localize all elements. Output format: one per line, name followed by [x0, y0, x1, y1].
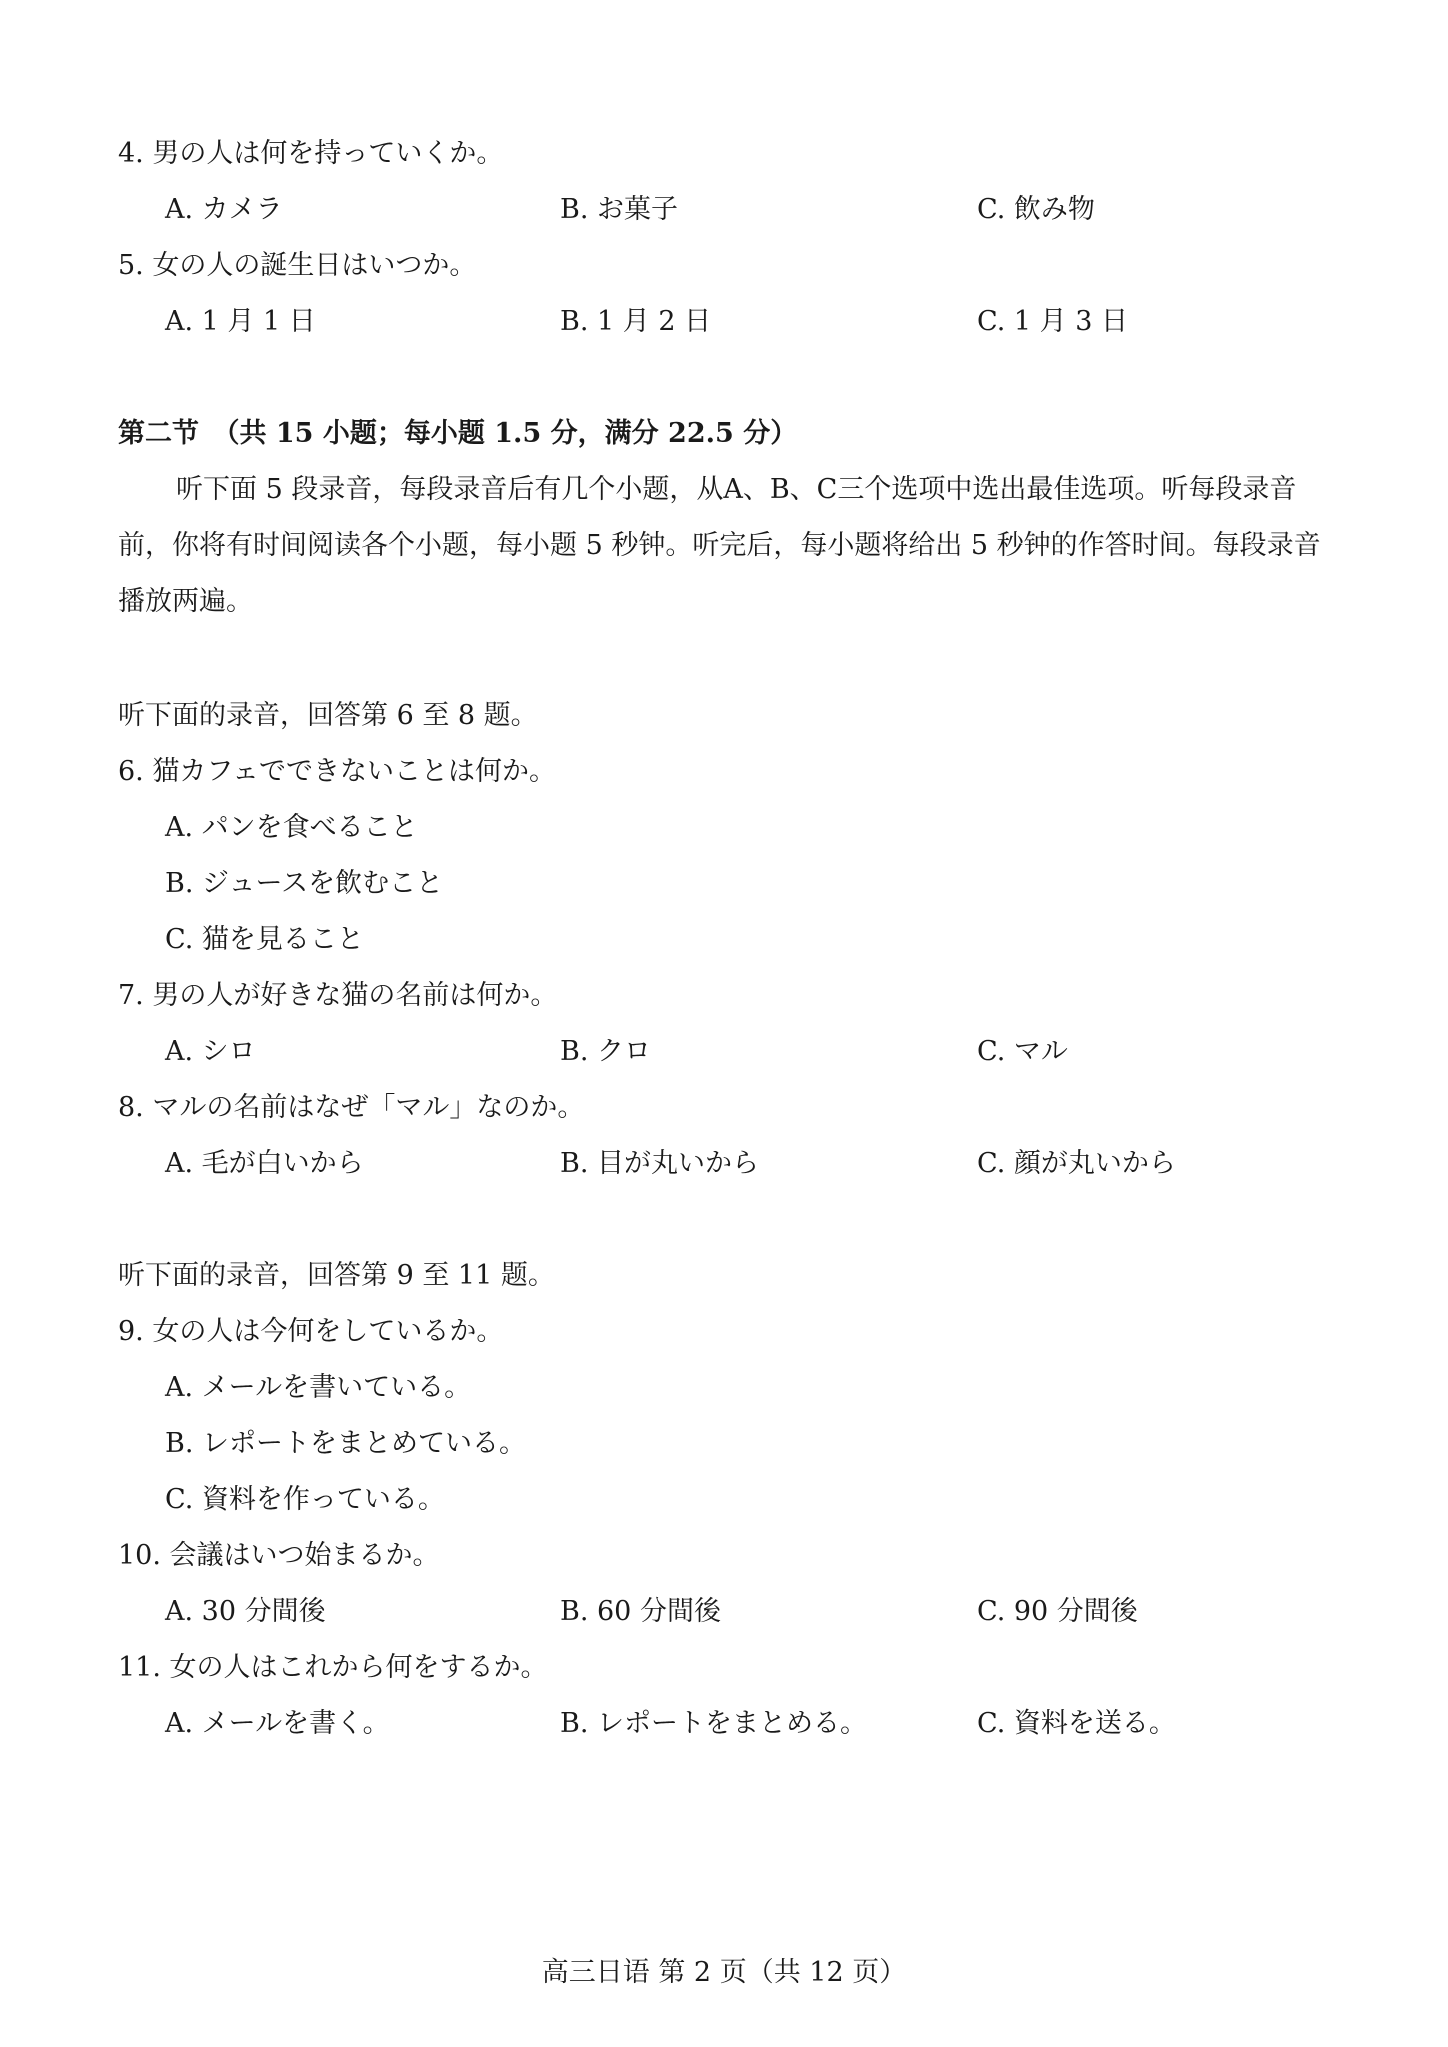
group-1-intro: 听下面的录音，回答第 6 至 8 题。 [118, 700, 538, 731]
question-7-option-b: B. クロ [560, 1036, 652, 1067]
question-9-option-a: A. メールを書いている。 [165, 1372, 472, 1403]
question-5-option-a: A. 1 月 1 日 [165, 306, 316, 337]
question-11-option-c: C. 資料を送る。 [977, 1708, 1176, 1739]
question-7-option-c: C. マル [977, 1036, 1068, 1067]
question-6-option-a: A. パンを食べること [165, 812, 418, 843]
question-6-stem: 6. 猫カフェでできないことは何か。 [118, 756, 556, 787]
question-10-stem: 10. 会議はいつ始まるか。 [118, 1540, 440, 1571]
group-2-intro: 听下面的录音，回答第 9 至 11 题。 [118, 1260, 555, 1291]
question-10-option-b: B. 60 分間後 [560, 1596, 721, 1627]
page-footer: 高三日语 第 2 页（共 12 页） [541, 1957, 907, 1988]
question-11-option-a: A. メールを書く。 [165, 1708, 390, 1739]
question-8-option-c: C. 顔が丸いから [977, 1148, 1176, 1179]
question-6-option-c: C. 猫を見ること [165, 924, 364, 955]
question-5-option-b: B. 1 月 2 日 [560, 306, 712, 337]
question-4-option-a: A. カメラ [165, 194, 283, 225]
question-4-stem: 4. 男の人は何を持っていくか。 [118, 138, 504, 169]
question-4-option-c: C. 飲み物 [977, 194, 1095, 225]
question-9-option-b: B. レポートをまとめている。 [165, 1428, 527, 1459]
question-8-stem: 8. マルの名前はなぜ「マル」なのか。 [118, 1092, 585, 1123]
question-9-stem: 9. 女の人は今何をしているか。 [118, 1316, 504, 1347]
section-2-instructions: 听下面 5 段录音，每段录音后有几个小题，从A、B、C三个选项中选出最佳选项。听每段录音前，你将有时间阅读各个小题，每小题 5 秒钟。听完后，每小题将给出 5 秒钟的作答时间。每段录音播放两遍。 [118, 474, 1321, 617]
question-8-option-a: A. 毛が白いから [165, 1148, 364, 1179]
section-2-heading: 第二节 （共 15 小题；每小题 1.5 分，满分 22.5 分） [118, 418, 798, 449]
question-11-option-b: B. レポートをまとめる。 [560, 1708, 868, 1739]
question-9-option-c: C. 資料を作っている。 [165, 1484, 445, 1515]
question-5-option-c: C. 1 月 3 日 [977, 306, 1128, 337]
question-6-option-b: B. ジュースを飲むこと [165, 868, 444, 899]
question-7-option-a: A. シロ [165, 1036, 256, 1067]
question-10-option-c: C. 90 分間後 [977, 1596, 1138, 1627]
question-10-option-a: A. 30 分間後 [165, 1596, 326, 1627]
question-8-option-b: B. 目が丸いから [560, 1148, 760, 1179]
question-4-option-b: B. お菓子 [560, 194, 679, 225]
question-7-stem: 7. 男の人が好きな猫の名前は何か。 [118, 980, 558, 1011]
question-11-stem: 11. 女の人はこれから何をするか。 [118, 1652, 548, 1683]
question-5-stem: 5. 女の人の誕生日はいつか。 [118, 250, 477, 281]
